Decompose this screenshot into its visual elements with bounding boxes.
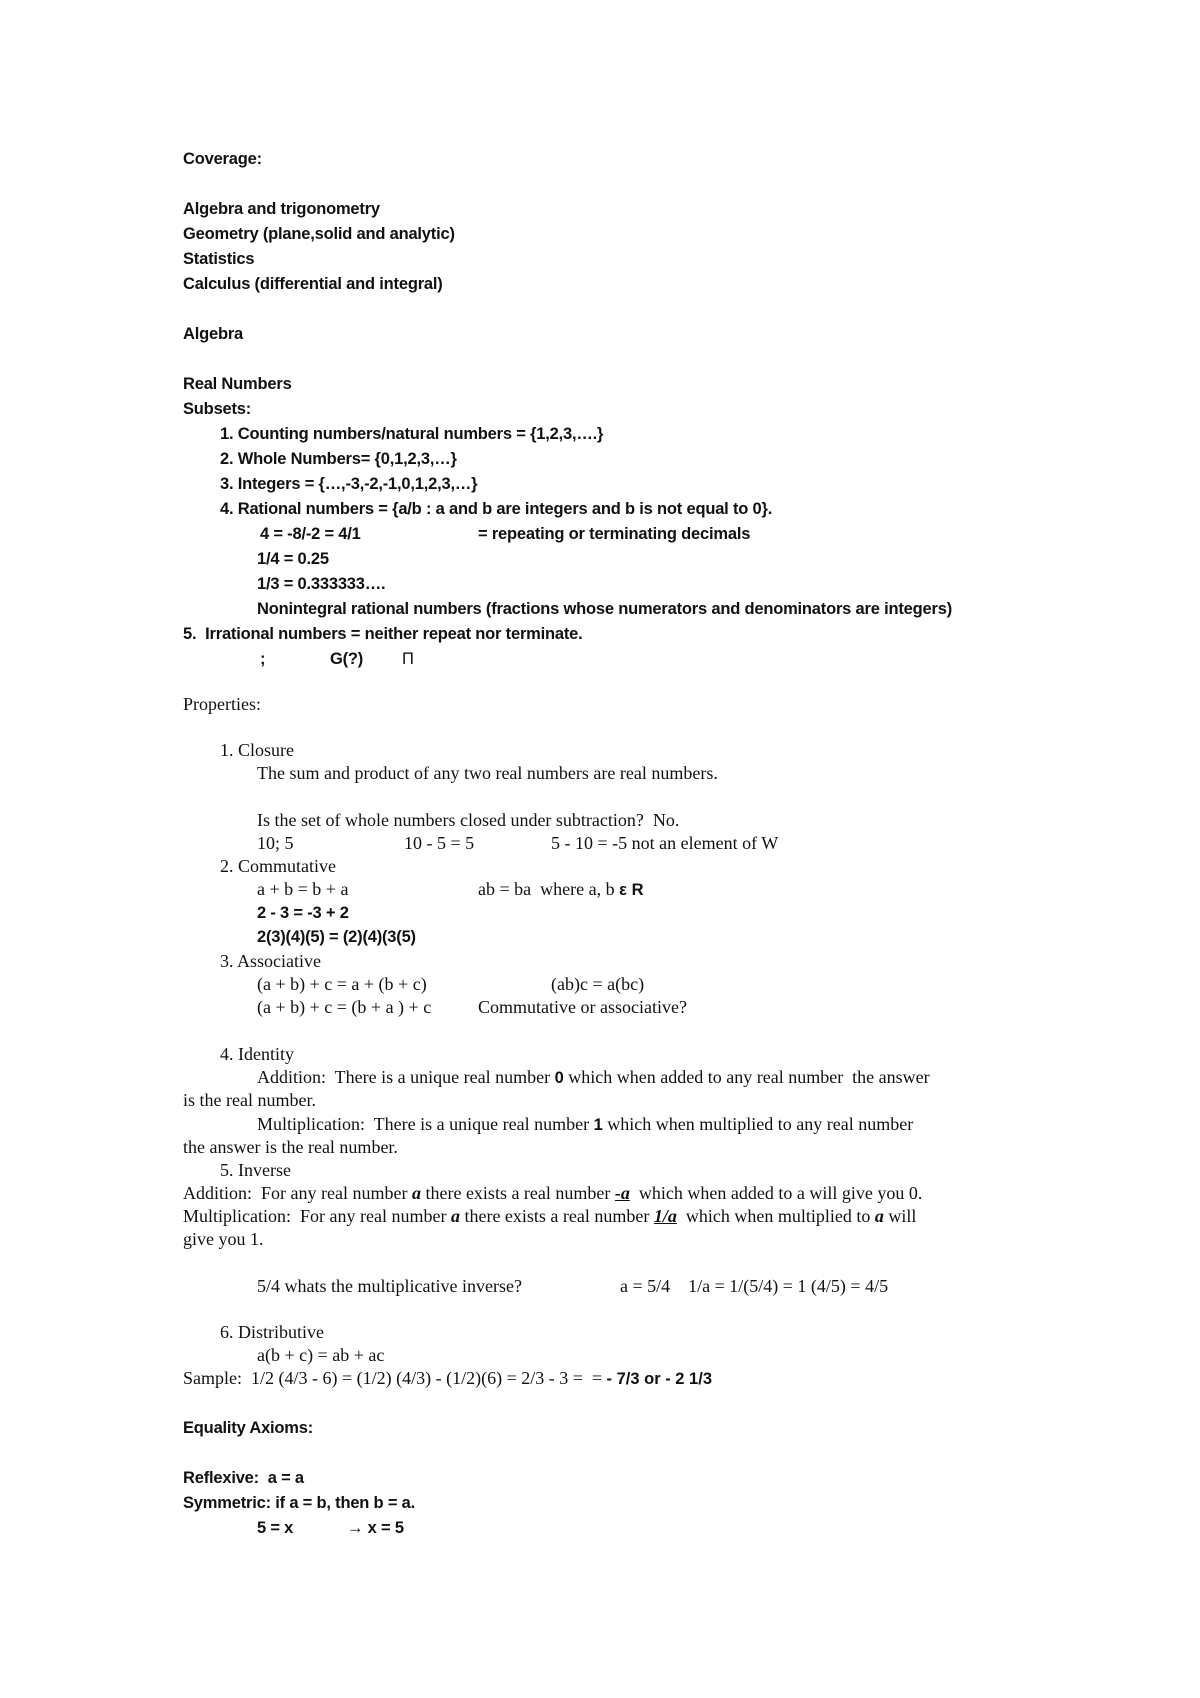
commutative-add: a + b = b + a [257,879,349,899]
associative-add: (a + b) + c = a + (b + c) [257,974,427,994]
closure-question: Is the set of whole numbers closed under subtraction? No. [257,810,680,830]
distributive-title: 6. Distributive [220,1322,324,1342]
closure-example: 10; 5 [257,833,294,853]
symmetric-example: 5 = x [257,1519,294,1537]
algebra-heading: Algebra [183,325,244,343]
commutative-title: 2. Commutative [220,856,336,876]
subset-item: 4. Rational numbers = {a/b : a and b are integers and b is not equal to 0}. [220,500,773,518]
symmetric-example: → x = 5 [347,1519,404,1537]
closure-example: 10 - 5 = 5 [404,833,475,853]
quarter-example: 1/4 = 0.25 [257,550,329,568]
identity-multiplication-cont: the answer is the real number. [183,1137,398,1157]
reflexive-axiom: Reflexive: a = a [183,1469,304,1487]
irrational-example: ; [260,650,266,668]
real-numbers-heading: Real Numbers [183,375,292,393]
inverse-multiplication-cont: give you 1. [183,1229,264,1249]
rational-note: = repeating or terminating decimals [478,525,751,543]
subset-item: 3. Integers = {…,-3,-2,-1,0,1,2,3,…} [220,475,478,493]
closure-text: The sum and product of any two real numbers are real numbers. [257,763,718,783]
inverse-multiplication: Multiplication: For any real number a there exists a real number 1/a which when multiplied to a will [183,1206,917,1226]
inverse-question: 5/4 whats the multiplicative inverse? [257,1276,522,1296]
subsets-label: Subsets: [183,400,252,418]
nonintegral-note: Nonintegral rational numbers (fractions whose numerators and denominators are integers) [257,600,952,618]
commutative-example: 2(3)(4)(5) = (2)(4)(3(5) [257,928,416,946]
associative-title: 3. Associative [220,951,321,971]
symmetric-axiom: Symmetric: if a = b, then b = a. [183,1494,416,1512]
commutative-example: 2 - 3 = -3 + 2 [257,904,349,922]
identity-addition: Addition: There is a unique real number 0 which when added to any real number the answer [257,1067,930,1087]
coverage-item: Statistics [183,250,255,268]
third-example: 1/3 = 0.333333…. [257,575,386,593]
coverage-item: Algebra and trigonometry [183,200,380,218]
coverage-item: Geometry (plane,solid and analytic) [183,225,455,243]
equality-heading: Equality Axioms: [183,1419,314,1437]
associative-mult: (ab)c = a(bc) [551,974,645,994]
irrational-item: 5. Irrational numbers = neither repeat nor terminate. [183,625,583,643]
coverage-heading: Coverage: [183,150,262,168]
distributive-sample: Sample: 1/2 (4/3 - 6) = (1/2) (4/3) - (1/2)(6) = 2/3 - 3 = = - 7/3 or - 2 1/3 [183,1368,712,1388]
properties-heading: Properties: [183,694,261,714]
inverse-answer: a = 5/4 1/a = 1/(5/4) = 1 (4/5) = 4/5 [620,1276,889,1296]
identity-addition-cont: is the real number. [183,1090,316,1110]
associative-question: Commutative or associative? [478,997,687,1017]
irrational-example: G(?) [330,650,364,668]
closure-title: 1. Closure [220,740,294,760]
identity-title: 4. Identity [220,1044,294,1064]
identity-multiplication: Multiplication: There is a unique real number 1 which when multiplied to any real number [257,1114,914,1134]
rational-example: 4 = -8/-2 = 4/1 [260,525,361,543]
closure-example: 5 - 10 = -5 not an element of W [551,833,779,853]
inverse-addition: Addition: For any real number a there exists a real number -a which when added to a will give you 0. [183,1183,923,1203]
subset-item: 1. Counting numbers/natural numbers = {1,2,3,….} [220,425,604,443]
coverage-item: Calculus (differential and integral) [183,275,443,293]
inverse-title: 5. Inverse [220,1160,291,1180]
commutative-mult: ab = ba where a, b ε R [478,879,644,899]
pi-symbol: Π [402,650,414,668]
distributive-formula: a(b + c) = ab + ac [257,1345,385,1365]
subset-item: 2. Whole Numbers= {0,1,2,3,…} [220,450,457,468]
associative-example: (a + b) + c = (b + a ) + c [257,997,432,1017]
